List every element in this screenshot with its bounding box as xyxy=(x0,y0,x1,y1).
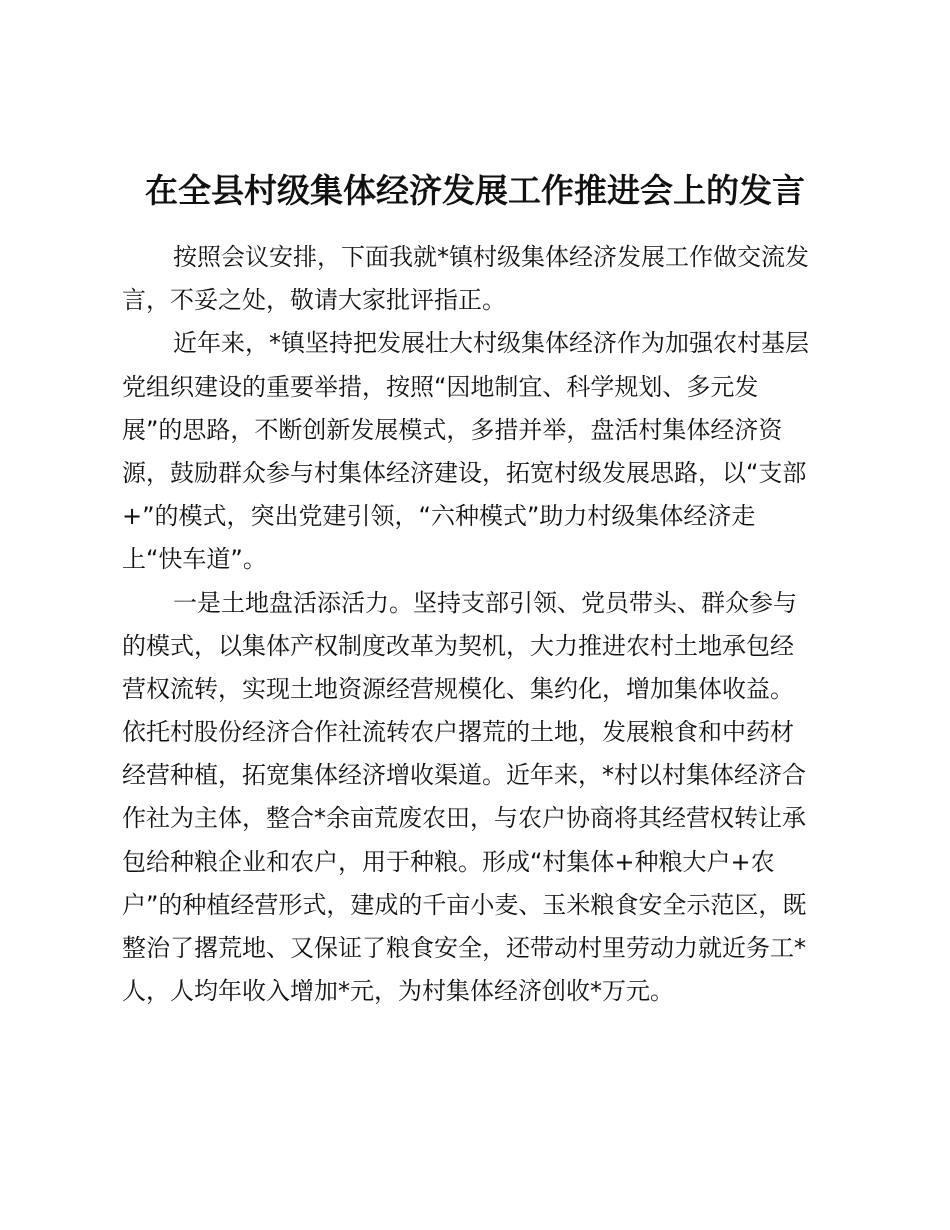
document-body xyxy=(122,236,842,1013)
paragraph-line: 近年来，*镇坚持把发展壮大村级集体经济作为加强农村基层 xyxy=(173,329,809,358)
paragraph-line: 人，人均年收入增加*元，为村集体经济创收*万元。 xyxy=(122,977,674,1006)
document-title: 在全县村级集体经济发展工作推进会上的发言 xyxy=(145,171,805,210)
paragraph-line: 上“快车道”。 xyxy=(122,545,267,574)
paragraph-line: 按照会议安排，下面我就*镇村级集体经济发展工作做交流发 xyxy=(173,243,809,271)
paragraph-line: +”的模式，突出党建引领，“六种模式”助力村级集体经济走 xyxy=(122,502,756,531)
paragraph-line: 党组织建设的重要举措，按照“因地制宜、科学规划、多元发 xyxy=(122,372,759,401)
paragraph-land xyxy=(122,582,842,1014)
paragraph-overview xyxy=(122,322,842,581)
paragraph-line: 一是土地盘活添活力。坚持支部引领、党员带头、群众参与 xyxy=(173,588,797,617)
paragraph-line: 作社为主体，整合*余亩荒废农田，与农户协商将其经营权转让承 xyxy=(122,804,806,833)
paragraph-line: 源，鼓励群众参与村集体经济建设，拓宽村级发展思路，以“支部 xyxy=(122,458,807,487)
paragraph-line: 依托村股份经济合作社流转农户撂荒的土地，发展粮食和中药材 xyxy=(122,718,794,747)
paragraph-line: 的模式，以集体产权制度改革为契机，大力推进农村土地承包经 xyxy=(122,631,794,660)
paragraph-line: 展”的思路，不断创新发展模式，多措并举，盘活村集体经济资 xyxy=(122,415,783,444)
paragraph-line: 整治了撂荒地、又保证了粮食安全，还带动村里劳动力就近务工* xyxy=(122,934,806,962)
paragraph-intro xyxy=(122,236,842,322)
paragraph-line: 经营种植，拓宽集体经济增收渠道。近年来，*村以村集体经济合 xyxy=(122,761,806,790)
paragraph-line: 言，不妥之处，敬请大家批评指正。 xyxy=(122,286,506,315)
paragraph-line: 营权流转，实现土地资源经营规模化、集约化，增加集体收益。 xyxy=(122,674,794,703)
paragraph-line: 户”的种植经营形式，建成的千亩小麦、玉米粮食安全示范区，既 xyxy=(122,890,807,919)
paragraph-line: 包给种粮企业和农户，用于种粮。形成“村集体+种粮大户+农 xyxy=(122,847,775,876)
